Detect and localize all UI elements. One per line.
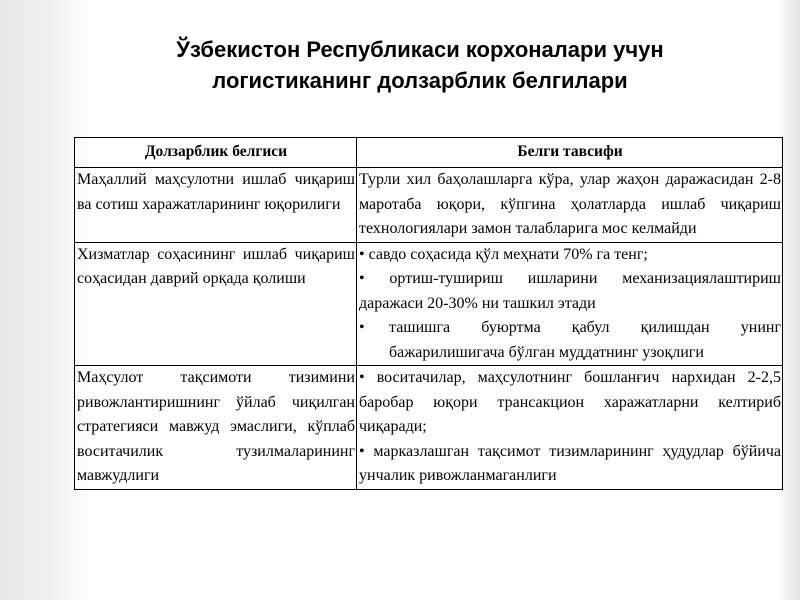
bullet-item: • воситачилар, маҳсулотнинг бошланғич нархидан 2-2,5 баробар юқори трансакцион харажатларни келтириб чиқаради; — [359, 369, 781, 435]
feature-text: Хизматлар соҳасининг ишлаб чиқариш соҳасидан даврий орқада қолиши — [77, 245, 355, 287]
table-cell-description — [357, 168, 783, 243]
table-cell-feature — [75, 242, 357, 366]
page-title-line-2: логистиканинг долзарблик белгилари — [212, 68, 628, 93]
bullet-mark: • — [359, 319, 365, 336]
table-cell-feature — [75, 168, 357, 243]
bullet-item: • ортиш-тушириш ишларини механизациялаштириш даражаси 20-30% ни ташкил этади — [359, 270, 781, 312]
table-cell-feature — [75, 366, 357, 490]
table-header-row — [75, 138, 783, 168]
page-title-line-1: Ўзбекистон Республикаси корхоналари учун — [176, 37, 664, 62]
column-header-feature: Долзарблик белгиси — [75, 138, 357, 168]
bullet-item-indented — [359, 316, 781, 365]
table-row — [75, 242, 783, 366]
table-cell-description — [357, 242, 783, 366]
table-cell-description — [357, 366, 783, 490]
column-header-description: Белги тавсифи — [357, 138, 783, 168]
feature-text: Маҳаллий маҳсулотни ишлаб чиқариш ва сотиш харажатларининг юқорилиги — [77, 171, 355, 213]
table-row — [75, 168, 783, 243]
relevance-table — [74, 137, 783, 490]
page-title — [100, 34, 740, 96]
table-row — [75, 366, 783, 490]
feature-text: Маҳсулот тақсимоти тизимини ривожлантиришнинг ўйлаб чиқилган стратегияси мавжуд эмаслиги, кўплаб воситачилик тузилмаларининг мавжудлиги — [77, 369, 355, 484]
bullet-item: • савдо соҳасида қўл меҳнати 70% га тенг; — [359, 245, 648, 263]
bullet-item: • марказлашган тақсимот тизимларининг ҳудудлар бўйича унчалик ривожланмаганлиги — [359, 442, 781, 484]
bullet-text: ташишга буюртма қабул қилишдан унинг бажарилишигача бўлган муддатнинг узоқлиги — [389, 319, 781, 361]
description-text: Турли хил баҳолашларга кўра, улар жаҳон даражасидан 2-8 маротаба юқори, кўпгина ҳолатларда ишлаб чиқариш технологиялари замон талабларига мос келмайди — [359, 171, 781, 237]
